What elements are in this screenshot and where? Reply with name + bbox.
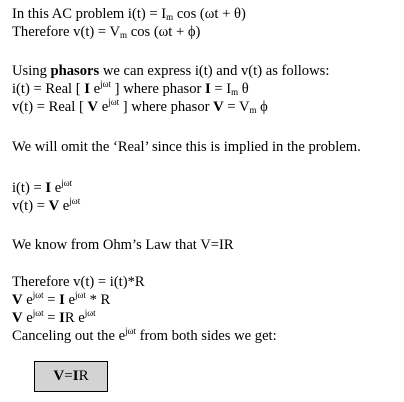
line-phasor-intro: Using phasors we can express i(t) and v(t) as follows: <box>12 63 330 79</box>
line-voltage-exp: v(t) = V $e^{j\omega t}$ <box>12 196 81 214</box>
line-current-def: In this AC problem $i(t) = I_m$ cos (ωt + θ) <box>12 6 246 22</box>
line-equation-2: V $e^{j\omega t}$ = IR $e^{j\omega t}$ <box>12 308 96 326</box>
line-current-exp: i(t) = I $e^{j\omega t}$ <box>12 178 73 196</box>
line-omit-real: We will omit the ‘Real’ since this is implied in the problem. <box>12 139 361 155</box>
line-canceling: Canceling out the $e^{j\omega t}$ from both sides we get: <box>12 326 277 344</box>
line-therefore: Therefore v(t) = i(t)*R <box>12 274 145 290</box>
result-box: V = I R <box>34 361 108 392</box>
line-voltage-def: Therefore $v(t) = V_m$ cos (ωt + ϕ) <box>12 24 201 40</box>
line-current-phasor: i(t) = Real [ I $e^{j\omega t}$ ] where phasor $I = I_m$ θ <box>12 79 249 97</box>
line-equation-1: V $e^{j\omega t} = I$ $e^{j\omega t}$ * R <box>12 290 111 308</box>
line-ohms-law: We know from Ohm’s Law that V=IR <box>12 237 234 253</box>
line-voltage-phasor: v(t) = Real [ V $e^{j\omega t}$ ] where phasor $V = V_m$ ϕ <box>12 97 268 115</box>
